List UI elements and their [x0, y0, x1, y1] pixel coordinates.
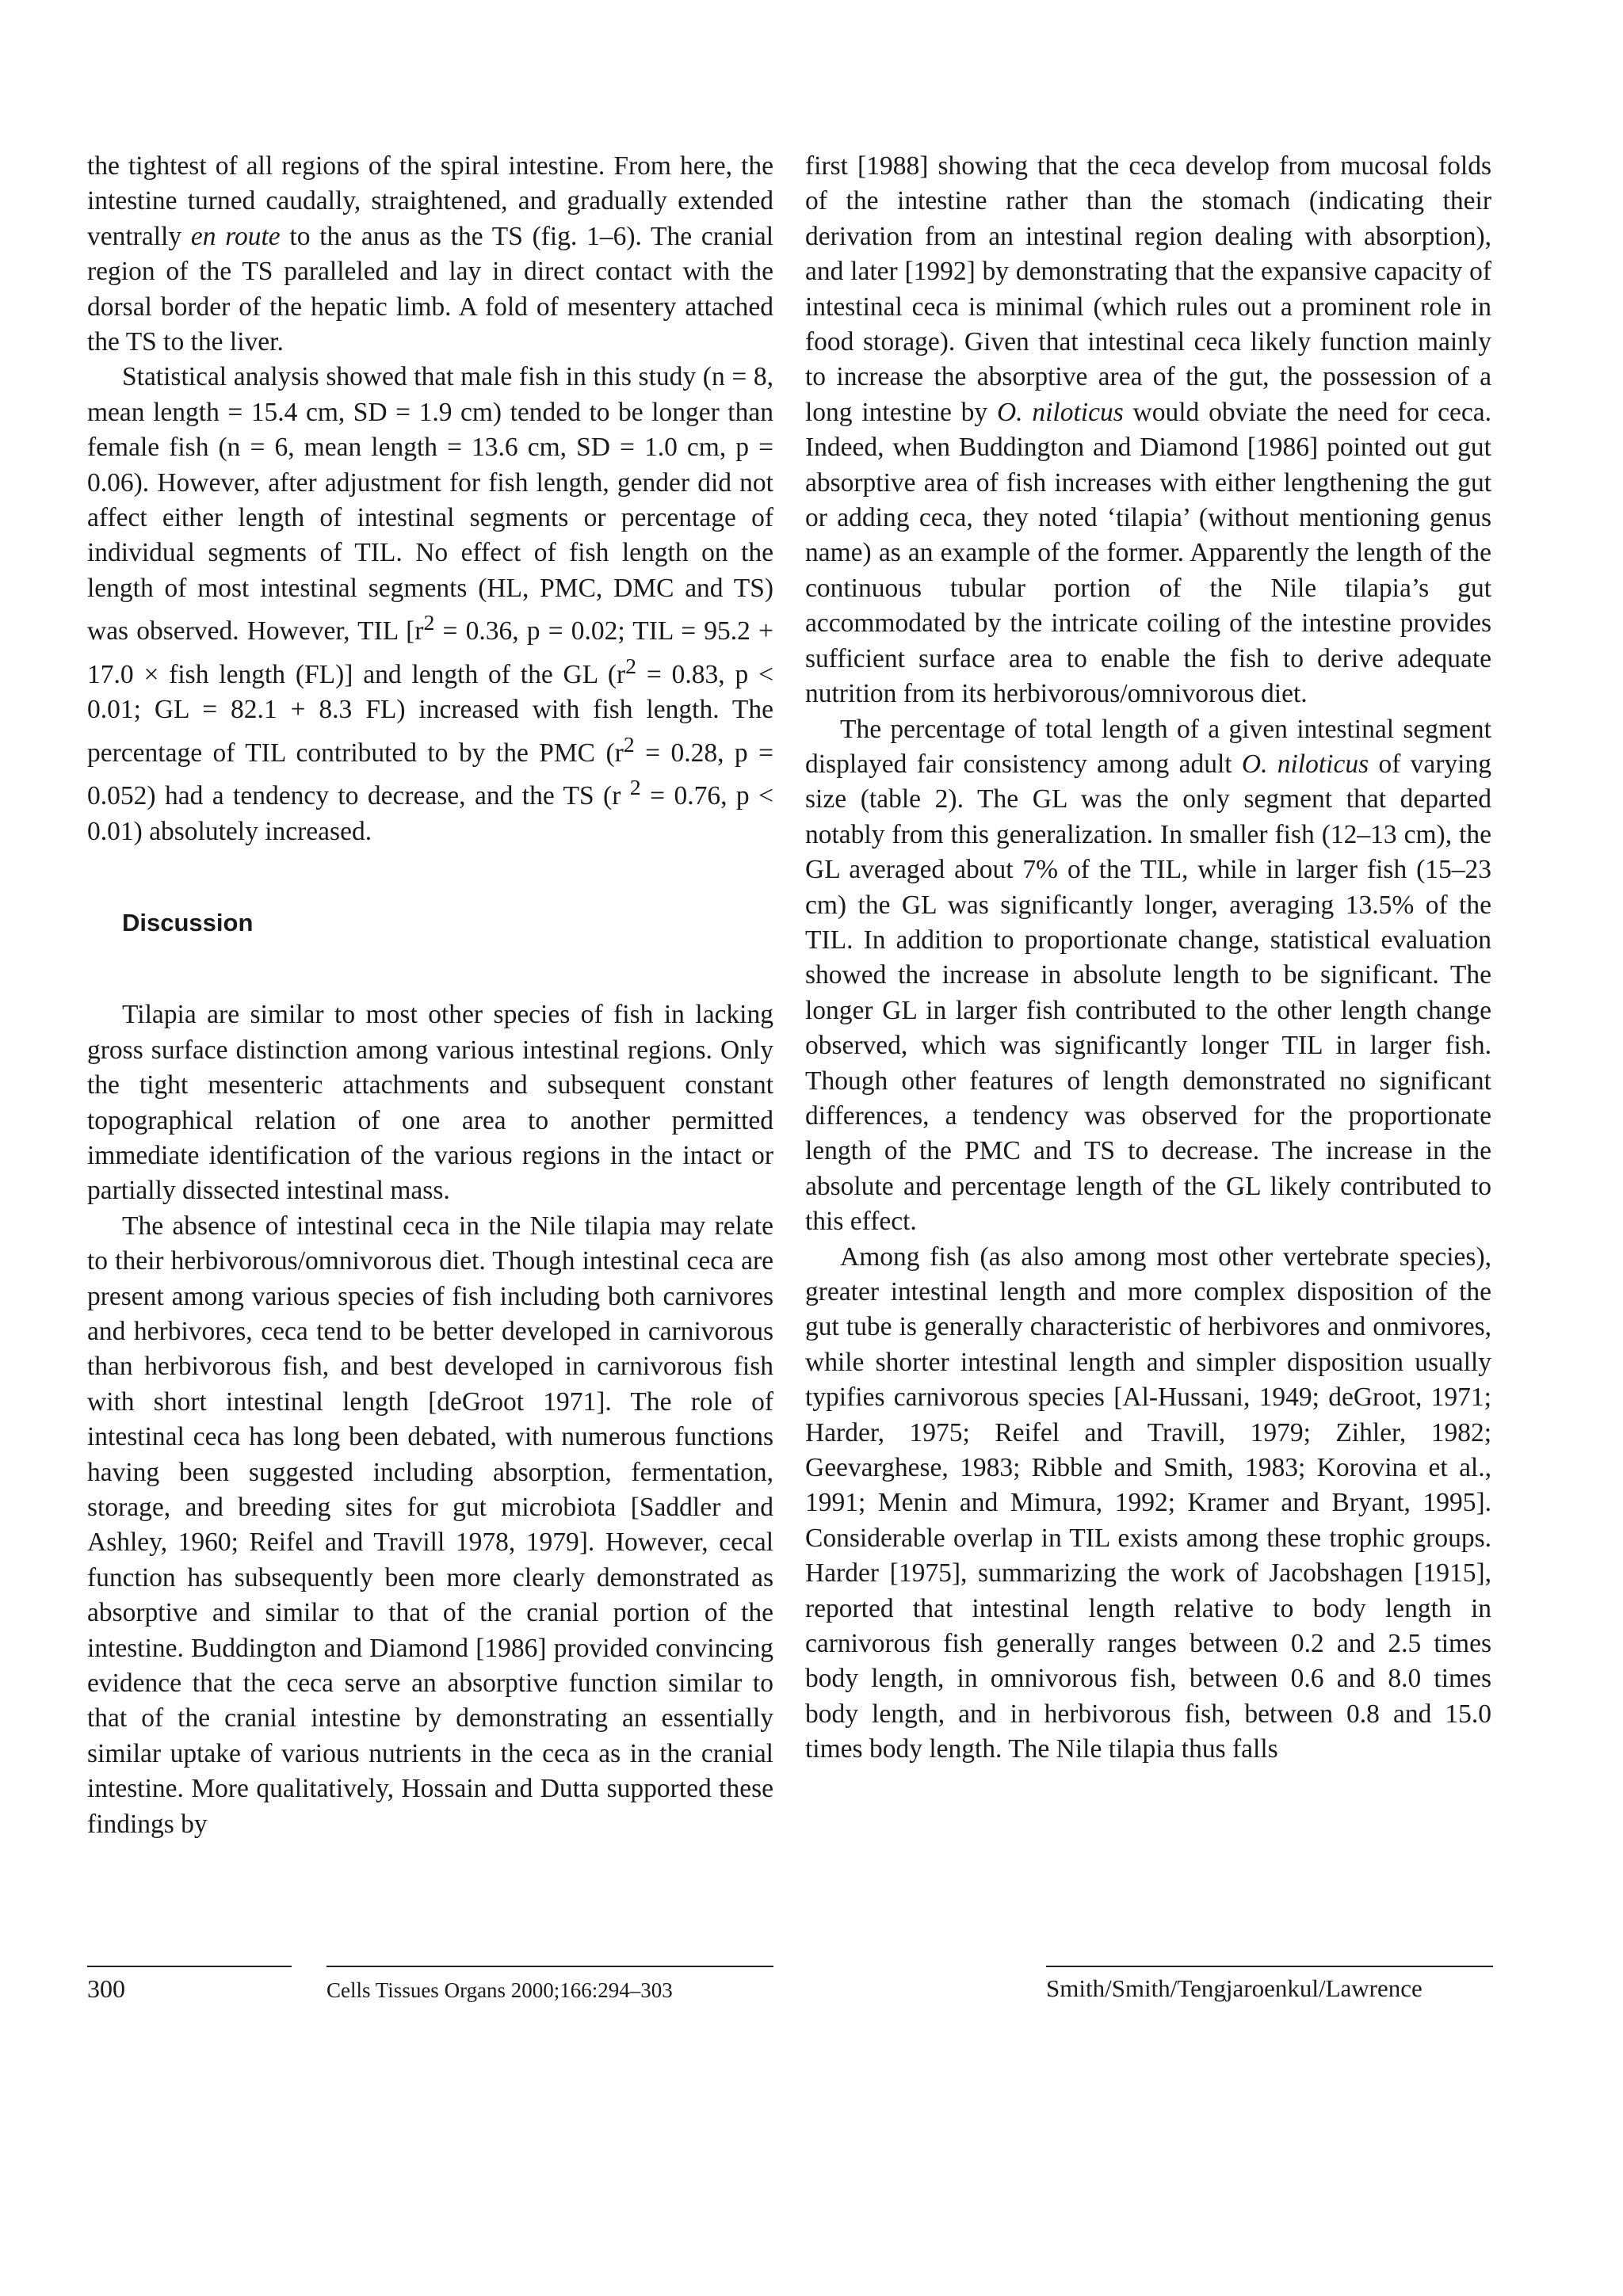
running-authors: Smith/Smith/Tengjaroenkul/Lawrence: [1046, 1974, 1423, 2002]
paragraph-intestinal-length-comparison: Among fish (as also among most other vertebrate species), greater intestinal length and more complex disposition of the gut tube is generally characteristic of herbivores and onmivores, while shorter intestinal length and simpler disposition usually typifies carnivorous species [Al-Hussani, 1949; deGroot, 1971; Harder, 1975; Reifel and Travill, 1979; Zihler, 1982; Geevarghese, 1983; Ribble and Smith, 1983; Korovina et al., 1991; Menin and Mimura, 1992; Kramer and Bryant, 1995]. Considerable overlap in TIL exists among these trophic groups. Harder [1975], summarizing the work of Jacobshagen [1915], reported that intestinal length relative to body length in carnivorous fish generally ranges between 0.2 and 2.5 times body length, in omnivorous fish, between 0.6 and 8.0 times body length, and in herbivorous fish, between 0.8 and 15.0 times body length. The Nile tilapia thus falls: [805, 1241, 1491, 1764]
page-number: 300: [87, 1974, 125, 2003]
paragraph-intestinal-ceca: The absence of intestinal ceca in the Nile tilapia may relate to their herbivorous/omnivorous diet. Though intestinal ceca are present among various species of fish including both carnivores and herbivores, ceca tend to be better developed in carnivorous than herbivorous fish, and best developed in carnivorous fish with short intestinal length [deGroot 1971]. The role of intestinal ceca has long been debated, with numerous functions having been suggested including absorption, fermentation, storage, and breeding sites for gut microbiota [Saddler and Ashley, 1960; Reifel and Travill 1978, 1979]. However, cecal function has subsequently been more clearly demonstrated as absorptive and similar to that of the cranial portion of the intestine. Buddington and Diamond [1986] provided convincing evidence that the ceca serve an absorptive function similar to that of the cranial intestine by demonstrating an essentially similar uptake of various nutrients in the ceca as in the cranial intestine. More qualitatively, Hossain and Dutta supported these findings by: [87, 1211, 773, 1839]
paragraph-ceca-function: first [1988] showing that the ceca develop from mucosal folds of the intestine rather than the stomach (indicating their derivation from an intestinal region dealing with absorption), and later [1992] by demonstrating that the expansive capacity of intestinal ceca is minimal (which rules out a prominent role in food storage). Given that intestinal ceca likely function mainly to increase the absorptive area of the gut, the possession of a long intestine by O. niloticus would obviate the need for ceca. Indeed, when Buddington and Diamond [1986] pointed out gut absorptive area of fish increases with either lengthening the gut or adding ceca, they noted ‘tilapia’ (without mentioning genus name) as an example of the former. Apparently the length of the continuous tubular portion of the Nile tilapia’s gut accommodated by the intricate coiling of the intestine provides sufficient surface area to enable the fish to derive adequate nutrition from its herbivorous/omnivorous diet.: [805, 151, 1492, 709]
footer-rule-left-long: [327, 1966, 773, 1967]
right-column: [805, 149, 1491, 1768]
paragraph-results-anatomy: the tightest of all regions of the spiral intestine. From here, the intestine turned caudally, straightened, and gradually extended ventrally en route to the anus as the TS (fig. 1–6). The cranial region of the TS paralleled and lay in direct contact with the dorsal border of the hepatic limb. A fold of mesentery attached the TS to the liver.: [87, 151, 773, 357]
paragraph-segment-percentage: The percentage of total length of a given intestinal segment displayed fair consistency among adult O. niloticus of varying size (table 2). The GL was the only segment that departed notably from this generalization. In smaller fish (12–13 cm), the GL averaged about 7% of the TIL, while in larger fish (15–23 cm) the GL was significantly longer, averaging 13.5% of the TIL. In addition to proportionate change, statistical evaluation showed the increase in absolute length to be significant. The longer GL in larger fish contributed to the other length change observed, which was significantly longer TIL in larger fish. Though other features of length demonstrated no significant differences, a tendency was observed for the proportionate length of the PMC and TS to decrease. The increase in the absolute and percentage length of the GL likely contributed to this effect.: [805, 714, 1491, 1237]
paragraph-surface-distinction: Tilapia are similar to most other species of fish in lacking gross surface distinction among various intestinal regions. Only the tight mesenteric attachments and subsequent constant topographical relation of one area to another permitted immediate identification of the various regions in the intact or partially dissected intestinal mass.: [87, 1000, 773, 1206]
left-column: [87, 149, 773, 1842]
section-heading-discussion: Discussion: [122, 909, 254, 937]
journal-citation: Cells Tissues Organs 2000;166:294–303: [327, 1978, 673, 2002]
footer-rule-right: [1046, 1966, 1493, 1967]
footer-rule-left-short: [87, 1966, 292, 1967]
paragraph-statistical-analysis: Statistical analysis showed that male fish in this study (n = 8, mean length = 15.4 cm, SD = 1.9 cm) tended to be longer than female fish (n = 6, mean length = 13.6 cm, SD = 1.0 cm, p = 0.06). However, after adjustment for fish length, gender did not affect either length of intestinal segments or percentage of individual segments of TIL. No effect of fish length on the length of most intestinal segments (HL, PMC, DMC and TS) was observed. However, TIL [$r^2 = 0.36$, p = 0.02; TIL = 95.2 + 17.0 × fish length (FL)] and length of the GL ($r^2 = 0.83$, p < 0.01; GL = 82.1 + 8.3 FL) increased with fish length. The percentage of TIL contributed to by the PMC ($r^2 = 0.28$, p = 0.052) had a tendency to decrease, and the TS (r $^2$ = 0.76, p < 0.01) absolutely increased.: [87, 362, 774, 846]
